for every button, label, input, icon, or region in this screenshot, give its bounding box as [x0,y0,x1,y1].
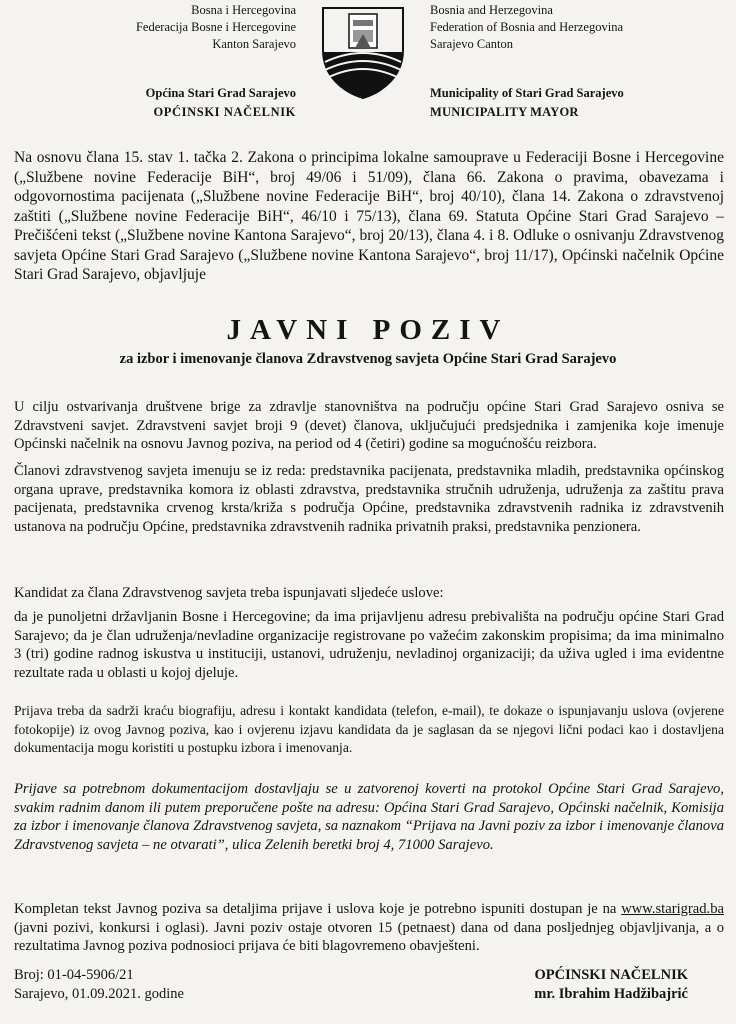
header-left-line-2: Federacija Bosne i Hercegovine [135,20,296,34]
paragraph-full-text-info [14,900,724,956]
document-number: Broj: 01-04-5906/21 [14,967,134,983]
municipality-crest-icon [315,4,411,100]
header-left-line-3: Kanton Sarajevo [212,37,296,51]
website-link[interactable]: www.starigrad.ba [621,901,724,917]
signature-block [534,966,688,1004]
legal-basis-paragraph: Na osnovu člana 15. stav 1. tačka 2. Zakona o principima lokalne samouprave u Federaciji Bosne i Hercegovine („Službene novine Federacije BiH“, broj 49/06 i 51/09), člana 66. Zakona o pravima, obavezama i odgovornostima pacijenata („Službene novine Federacije BiH“, broj 40/10), člana 14. Zakona o zdravstvenoj zaštiti („Službene novine Federacije BiH“, 46/10 i 75/13), člana 69. Statuta Općine Stari Grad Sarajevo – Prečišćeni tekst („Službene novine Kantona Sarajevo“, broj 20/13), člana 4. i 8. Odluke o osnivanju Zdravstvenog savjeta Općine Stari Grad Sarajevo („Službene novine Kantona Sarajevo“, broj 11/17), Općinski načelnik Općine Stari Grad Sarajevo, objavljuje [14,149,724,283]
document-reference [14,966,184,1004]
header-left-line-1: Bosna i Hercegovina [191,3,296,17]
document-place-date: Sarajevo, 01.09.2021. godine [14,986,184,1002]
full-text-info-end: (javni pozivi, konkursi i oglasi). Javni poziv ostaje otvoren 15 (petnaest) dana od dana posljednjeg objavljivanja, a o rezultatima Javnog poziva podnosioci prijava će biti blagovremeno obavješteni. [14,919,724,955]
header-right-line-1: Bosnia and Herzegovina [430,3,553,17]
full-text-info-start: Kompletan tekst Javnog poziva sa detaljima prijave i uslova koje je potrebno ispuniti dostupan je na [14,901,622,917]
municipality-left-block [146,84,296,122]
paragraph-application-contents: Prijava treba da sadrži kraću biografiju, adresu i kontakt kandidata (telefon, e-mail), te dokaze o ispunjavanju uslova (ovjerene fotokopije) iz ovog Javnog poziva, kao i ovjerenu izjavu kandidata da je saglasan da se njegovi lični podaci kao i dostavljena dokumentacija mogu koristiti u postupku izbora i imenovanja. [14,703,724,755]
office-name-english: MUNICIPALITY MAYOR [430,105,579,119]
header-right-block [430,2,623,53]
document-title: JAVNI POZIV [226,314,510,346]
document-subtitle: za izbor i imenovanje članova Zdravstvenog savjeta Općine Stari Grad Sarajevo [119,351,617,367]
signatory-name: mr. Ibrahim Hadžibajrić [534,986,688,1002]
signatory-title: OPĆINSKI NAČELNIK [534,967,688,983]
header-left-block [136,2,296,53]
paragraph-submission: Prijave sa potrebnom dokumentacijom dostavljaju se u zatvorenoj koverti na protokol Općine Stari Grad Sarajevo, svakim radnim danom ili putem preporučene pošte na adresu: Općina Stari Grad Sarajevo, Općinski načelnik, Komisija za izbor i imenovanje članova Zdravstvenog savjeta, sa naznakom “Prijava na Javni poziv za izbor i imenovanje članova Zdravstvenog savjeta – ne otvarati”, ulica Zelenih beretki broj 4, 71000 Sarajevo. [14,781,724,853]
paragraph-conditions: da je punoljetni državljanin Bosne i Hercegovine; da ima prijavljenu adresu prebivališta na području općine Stari Grad Sarajevo; da je član udruženja/nevladine organizacije registrovane po važećim zakonskim propisima; da ima minimalno 3 (tri) godine radnog iskustva u instituciji, ustanovi, udruženju, nevladinoj organizaciji; da uživa ugled i ima evidentne rezultate rada u oblasti u kojoj djeluje. [14,609,724,681]
municipality-right-block [430,84,624,122]
office-name-local: OPĆINSKI NAČELNIK [153,105,296,119]
paragraph-conditions-heading: Kandidat za člana Zdravstvenog savjeta treba ispunjavati sljedeće uslove: [14,585,444,601]
paragraph-council-purpose: U cilju ostvarivanja društvene brige za zdravlje stanovništva na području općine Stari Grad Sarajevo osniva se Zdravstveni savjet. Zdravstveni savjet broji 9 (devet) članova, uključujući predsjednika i zamjenika koje imenuje Općinski načelnik na osnovu Javnog poziva, na period od 4 (četiri) godine sa mogućnošću reizbora. [14,399,724,453]
header-right-line-3: Sarajevo Canton [430,37,513,51]
municipality-name-local: Općina Stari Grad Sarajevo [145,86,296,100]
municipality-name-english: Municipality of Stari Grad Sarajevo [430,86,624,100]
paragraph-council-members: Članovi zdravstvenog savjeta imenuju se iz reda: predstavnika pacijenata, predstavnika mladih, predstavnika općinskog organa uprave, predstavnika komora iz oblasti zdravstva, predstavnika stručnih udruženja, udruženja za zaštitu prava pacijenata, predstavnika crvenog krsta/križa s područja Općine, predstavnika zdravstvenih radnika iz zdravstvenih ustanova na području Općine, predstavnika zdravstvenih radnika privatnih praksi, predstavnika penzionera. [14,463,724,535]
header-right-line-2: Federation of Bosnia and Herzegovina [430,20,623,34]
